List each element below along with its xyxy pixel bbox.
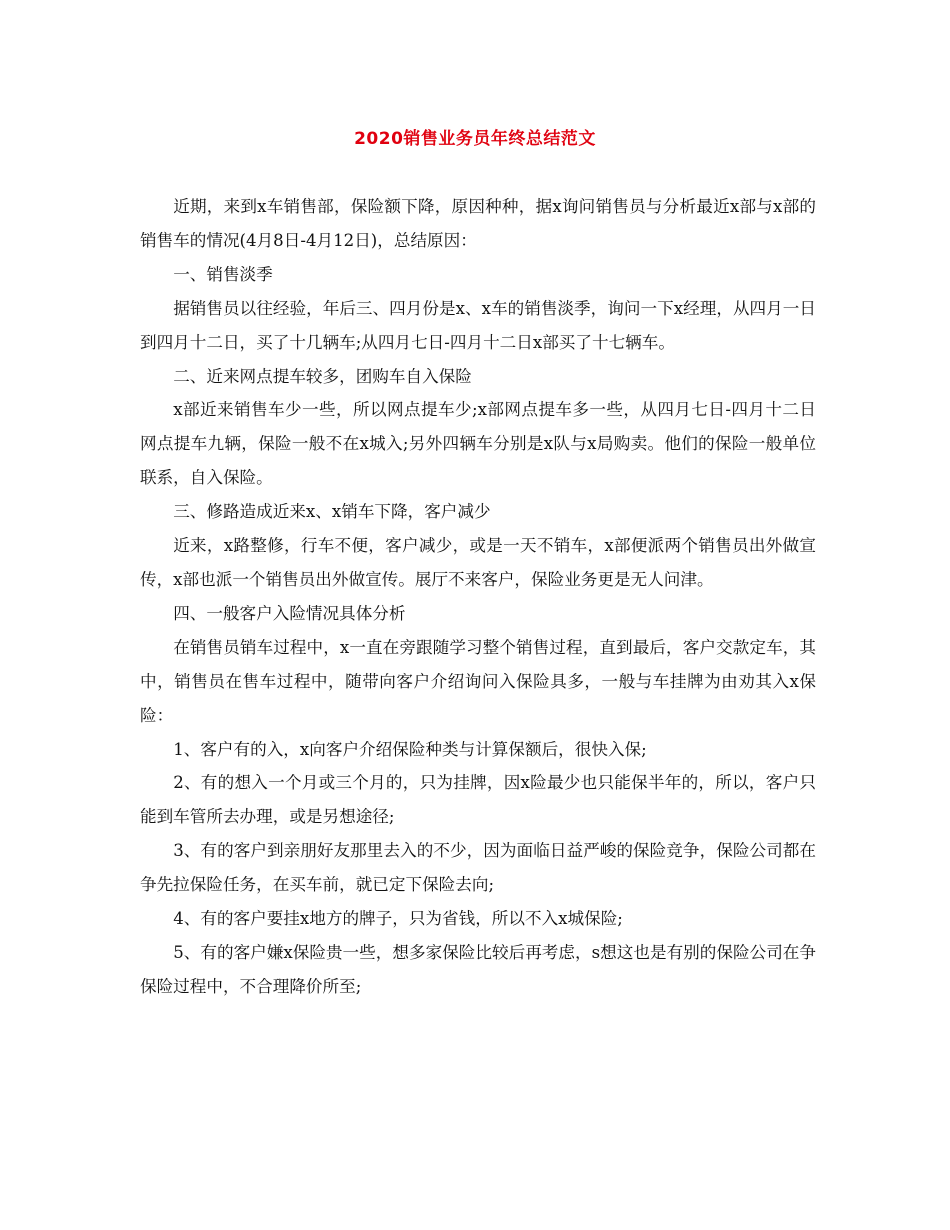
list-item-1: 1、客户有的入，x向客户介绍保险种类与计算保额后，很快入保; <box>173 739 647 759</box>
document-body <box>140 190 816 1004</box>
list-item-3: 3、有的客户到亲朋好友那里去入的不少，因为面临日益严峻的保险竞争，保险公司都在争先拉保险任务，在买车前，就已定下保险去向; <box>140 841 816 895</box>
paragraph-section-4: 在销售员销车过程中，x一直在旁跟随学习整个销售过程，直到最后，客户交款定车，其中，销售员在售车过程中，随带向客户介绍询问入保险具多，一般与车挂牌为由劝其入x保险： <box>140 637 816 725</box>
paragraph-intro: 近期，来到x车销售部，保险额下降，原因种种，据x询问销售员与分析最近x部与x部的销售车的情况(4月8日-4月12日)，总结原因： <box>140 197 816 250</box>
list-item-5: 5、有的客户嫌x保险贵一些，想多家保险比较后再考虑，s想这也是有别的保险公司在争保险过程中，不合理降价所至; <box>140 942 816 996</box>
paragraph-section-2: x部近来销售车少一些，所以网点提车少;x部网点提车多一些，从四月七日-四月十二日网点提车九辆，保险一般不在x城入;另外四辆车分别是x队与x局购卖。他们的保险一般单位联系，自入保险。 <box>140 400 816 488</box>
document-title: 2020销售业务员年终总结范文 <box>354 129 596 149</box>
list-item-2: 2、有的想入一个月或三个月的，只为挂牌，因x险最少也只能保半年的，所以，客户只能到车管所去办理，或是另想途径; <box>140 773 816 827</box>
section-heading-1: 一、销售淡季 <box>173 264 273 284</box>
section-heading-2: 二、近来网点提车较多，团购车自入保险 <box>173 366 472 386</box>
paragraph-section-3: 近来，x路整修，行车不便，客户减少，或是一天不销车，x部便派两个销售员出外做宣传，x部也派一个销售员出外做宣传。展厅不来客户，保险业务更是无人问津。 <box>140 536 816 589</box>
section-heading-3: 三、修路造成近来x、x销车下降，客户减少 <box>173 502 491 522</box>
list-item-4: 4、有的客户要挂x地方的牌子，只为省钱，所以不入x城保险; <box>173 909 623 929</box>
paragraph-section-1: 据销售员以往经验，年后三、四月份是x、x车的销售淡季，询问一下x经理，从四月一日到四月十二日，买了十几辆车;从四月七日-四月十二日x部买了十七辆车。 <box>140 298 816 352</box>
section-heading-4: 四、一般客户入险情况具体分析 <box>173 603 406 623</box>
